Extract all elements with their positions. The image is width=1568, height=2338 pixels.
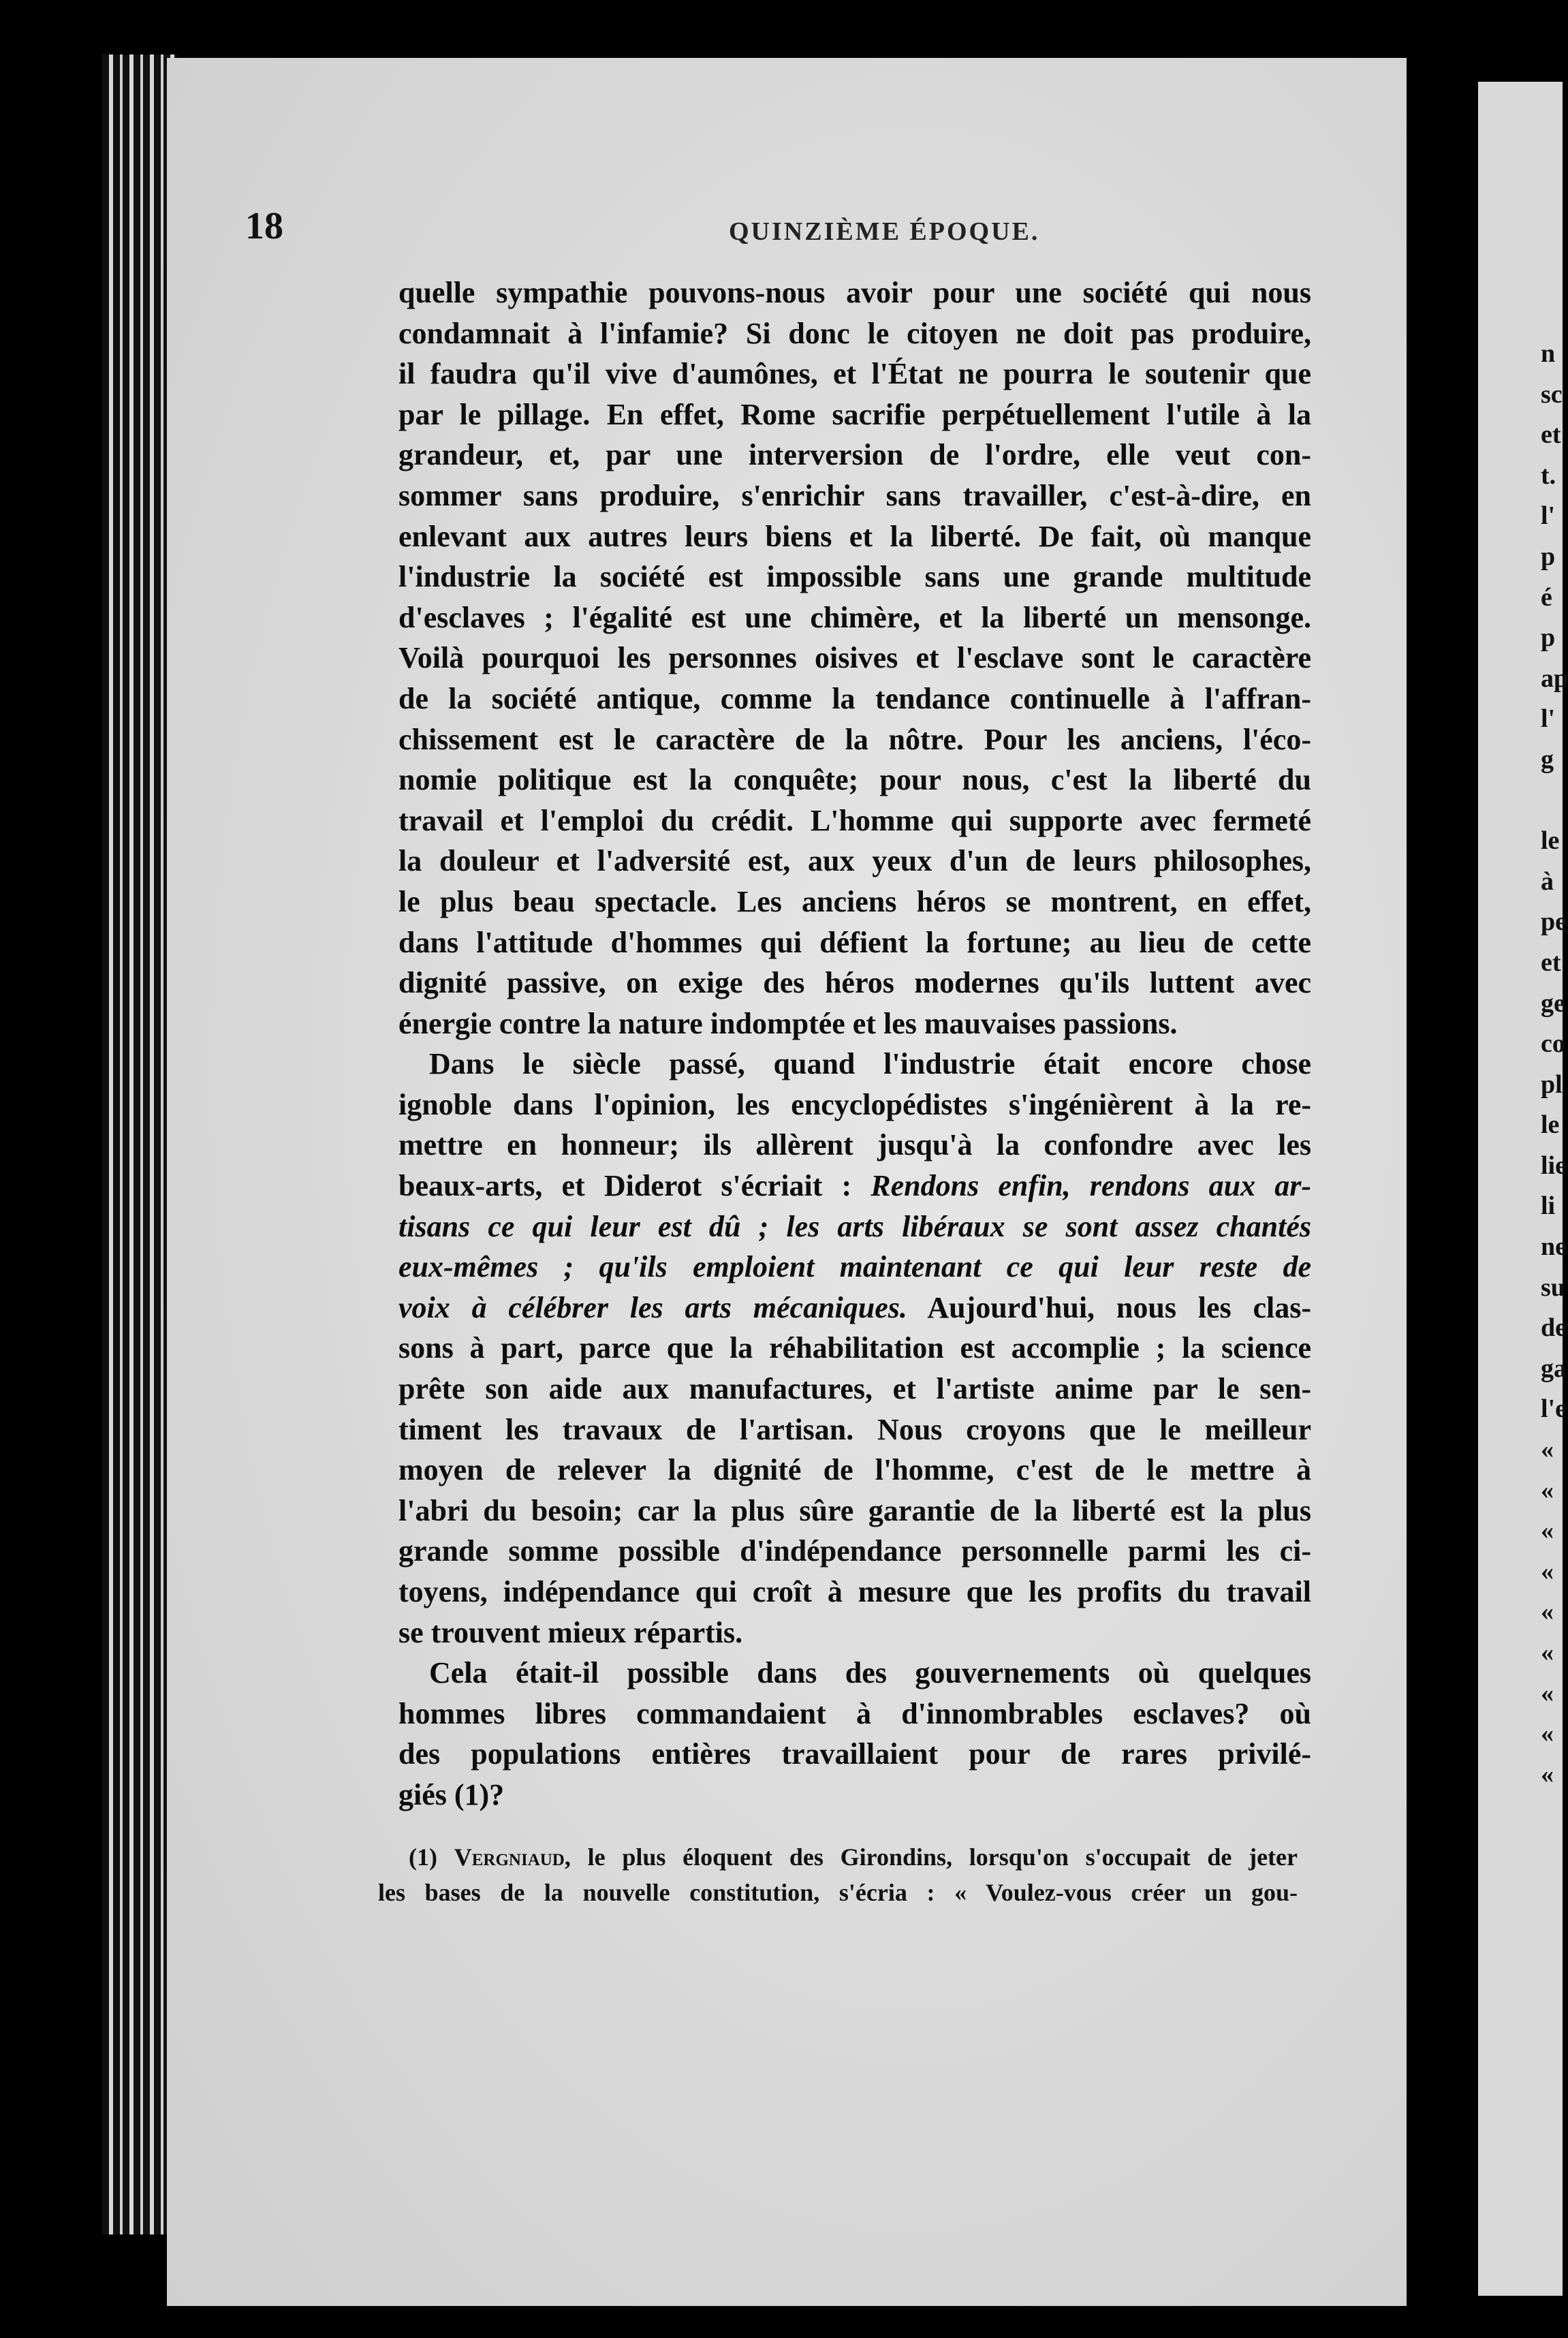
text-run: il faudra qu'il vive d'aumônes, et l'État ne pourra le soutenir que <box>398 357 1311 391</box>
adjacent-fragment: « <box>1541 1597 1554 1627</box>
text-run: giés (1)? <box>398 1777 505 1811</box>
text-line <box>398 516 1311 557</box>
adjacent-fragment: ga <box>1541 1354 1567 1383</box>
adjacent-fragment: ap <box>1541 664 1568 693</box>
text-line <box>398 1247 1311 1288</box>
text-run: beaux-arts, et Diderot s'écriait : <box>398 1169 871 1203</box>
adjacent-fragment: p <box>1541 542 1556 571</box>
italic-run: tisans ce qui leur est dû ; les arts libéraux se sont assez chantés <box>398 1209 1311 1243</box>
adjacent-fragment: sc <box>1541 379 1563 409</box>
adjacent-fragment: « <box>1541 1638 1554 1667</box>
adjacent-fragment: à <box>1541 867 1554 896</box>
text-run: prête son aide aux manufactures, et l'artiste anime par le sen- <box>398 1372 1311 1406</box>
text-run: chissement est le caractère de la nôtre. Pour les anciens, l'éco- <box>398 722 1311 756</box>
text-line <box>398 922 1311 963</box>
adjacent-fragment: « <box>1541 1557 1554 1586</box>
text-line <box>398 1166 1311 1206</box>
adjacent-fragment: « <box>1541 1476 1554 1505</box>
adjacent-fragment: lie <box>1541 1151 1567 1180</box>
text-line <box>398 1572 1311 1612</box>
adjacent-fragment: g <box>1541 745 1554 774</box>
adjacent-fragment: é <box>1541 582 1552 612</box>
text-run: Aujourd'hui, nous les clas- <box>907 1290 1311 1324</box>
text-line <box>398 679 1311 719</box>
running-head: QUINZIÈME ÉPOQUE. <box>729 217 1040 246</box>
text-run: timent les travaux de l'artisan. Nous croyons que le meilleur <box>398 1412 1311 1446</box>
text-run: enlevant aux autres leurs biens et la liberté. De fait, où manque <box>398 519 1311 553</box>
text-run: mettre en honneur; ils allèrent jusqu'à la confondre avec les <box>398 1128 1311 1162</box>
text-run: Dans le siècle passé, quand l'industrie était encore chose <box>429 1047 1311 1081</box>
text-line <box>398 313 1311 354</box>
text-line <box>398 1003 1311 1044</box>
text-line <box>398 354 1311 394</box>
adjacent-fragment: li <box>1541 1191 1556 1221</box>
text-line <box>398 1328 1311 1369</box>
adjacent-fragment: n <box>1541 339 1556 368</box>
text-run: toyens, indépendance qui croît à mesure que les profits du travail <box>398 1575 1311 1608</box>
text-run: l'industrie la société est impossible sans une grande multitude <box>398 560 1311 594</box>
adjacent-fragment: « <box>1541 1760 1554 1789</box>
text-line <box>398 272 1311 313</box>
text-line <box>398 435 1311 476</box>
text-line <box>398 638 1311 679</box>
text-line <box>398 963 1311 1003</box>
text-run: quelle sympathie pouvons-nous avoir pour une société qui nous <box>398 276 1311 309</box>
text-line <box>398 1044 1311 1085</box>
adjacent-fragment: l' <box>1541 501 1556 531</box>
footnote-text: , le plus éloquent des Girondins, lorsqu'on s'occupait de jeter <box>564 1843 1298 1871</box>
text-line <box>398 719 1311 760</box>
adjacent-fragment <box>1541 781 1563 822</box>
text-line <box>398 1085 1311 1125</box>
text-run: condamnait à l'infamie? Si donc le citoyen ne doit pas produire, <box>398 316 1311 350</box>
text-run: dignité passive, on exige des héros modernes qu'ils luttent avec <box>398 966 1311 1000</box>
text-line <box>398 1369 1311 1409</box>
text-line <box>398 1206 1311 1247</box>
text-run: grandeur, et, par une interversion de l'ordre, elle veut con- <box>398 438 1311 472</box>
adjacent-fragment: et <box>1541 948 1561 977</box>
text-line <box>398 1612 1311 1653</box>
italic-run: voix à célébrer les arts mécaniques. <box>398 1290 907 1324</box>
text-run: d'esclaves ; l'égalité est une chimère, et la liberté un mensonge. <box>398 600 1311 634</box>
adjacent-fragment: ge <box>1541 988 1565 1018</box>
text-line <box>398 1450 1311 1491</box>
text-line <box>398 800 1311 841</box>
adjacent-fragment: su <box>1541 1273 1565 1302</box>
body-text <box>398 272 1311 1815</box>
text-line <box>398 841 1311 882</box>
text-line <box>398 597 1311 638</box>
book-binding <box>102 54 177 2234</box>
italic-run: eux-mêmes ; qu'ils emploient maintenant ce qui leur reste de <box>398 1250 1311 1284</box>
footnote-marker: (1) <box>409 1843 454 1871</box>
adjacent-fragment: et <box>1541 420 1561 450</box>
adjacent-fragment: ne <box>1541 1232 1567 1262</box>
text-run: moyen de relever la dignité de l'homme, c'est de le mettre à <box>398 1453 1311 1487</box>
text-run: sons à part, parce que la réhabilitation est accomplie ; la science <box>398 1331 1311 1365</box>
text-run: hommes libres commandaient à d'innombrables esclaves? où <box>398 1696 1311 1730</box>
text-line <box>398 557 1311 597</box>
adjacent-fragment: l' <box>1541 704 1556 734</box>
adjacent-fragment: t. <box>1541 461 1556 490</box>
text-run: l'abri du besoin; car la plus sûre garantie de la liberté est la plus <box>398 1493 1311 1527</box>
text-run: travail et l'emploi du crédit. L'homme qui supporte avec fermeté <box>398 803 1311 837</box>
text-line <box>398 1775 1311 1815</box>
adjacent-fragment: de <box>1541 1313 1567 1343</box>
text-run: nomie politique est la conquête; pour nous, c'est la liberté du <box>398 763 1311 797</box>
footnote-text: les bases de la nouvelle constitution, s'écria : « Voulez-vous créer un gou- <box>378 1879 1298 1906</box>
text-line <box>398 1125 1311 1166</box>
footnote-line <box>378 1875 1298 1910</box>
adjacent-fragment: « <box>1541 1719 1554 1749</box>
page-header <box>245 204 1321 259</box>
text-line <box>398 882 1311 922</box>
adjacent-page-text <box>1541 334 1568 1795</box>
adjacent-fragment: pl <box>1541 1070 1563 1099</box>
text-line <box>398 1288 1311 1328</box>
text-run: des populations entières travaillaient pour de rares privilé- <box>398 1737 1311 1771</box>
adjacent-fragment: « <box>1541 1679 1554 1708</box>
text-line <box>398 476 1311 516</box>
text-run: la douleur et l'adversité est, aux yeux d'un de leurs philosophes, <box>398 844 1311 878</box>
text-line <box>398 760 1311 800</box>
text-line <box>398 1653 1311 1694</box>
text-line <box>398 1694 1311 1734</box>
text-run: le plus beau spectacle. Les anciens héros se montrent, en effet, <box>398 884 1311 918</box>
adjacent-fragment: pe <box>1541 907 1567 937</box>
footnote-line <box>378 1839 1298 1875</box>
italic-run: Rendons enfin, rendons aux ar- <box>871 1169 1311 1203</box>
text-run: par le pillage. En effet, Rome sacrifie perpétuellement l'utile à la <box>398 397 1311 431</box>
text-line <box>398 1491 1311 1531</box>
text-run: dans l'attitude d'hommes qui défient la fortune; au lieu de cette <box>398 925 1311 959</box>
adjacent-fragment: le <box>1541 826 1560 856</box>
adjacent-fragment: « <box>1541 1435 1554 1465</box>
adjacent-fragment: le <box>1541 1110 1560 1140</box>
text-run: se trouvent mieux répartis. <box>398 1615 743 1649</box>
footnotes <box>378 1839 1298 1910</box>
text-run: de la société antique, comme la tendance continuelle à l'affran- <box>398 681 1311 715</box>
text-run: ignoble dans l'opinion, les encyclopédistes s'ingénièrent à la re- <box>398 1087 1311 1121</box>
adjacent-fragment: co <box>1541 1029 1565 1059</box>
adjacent-fragment: « <box>1541 1516 1554 1546</box>
adjacent-fragment: p <box>1541 623 1556 653</box>
text-line <box>398 1531 1311 1572</box>
text-run: Cela était-il possible dans des gouvernements où quelques <box>429 1656 1311 1690</box>
text-line <box>398 394 1311 435</box>
page-number: 18 <box>245 205 283 247</box>
text-run: Voilà pourquoi les personnes oisives et l'esclave sont le caractère <box>398 641 1311 675</box>
adjacent-fragment: l'e <box>1541 1394 1567 1424</box>
footnote-name: Vergniaud <box>454 1843 565 1871</box>
text-run: sommer sans produire, s'enrichir sans travailler, c'est-à-dire, en <box>398 478 1311 512</box>
text-line <box>398 1734 1311 1775</box>
text-run: grande somme possible d'indépendance personnelle parmi les ci- <box>398 1534 1311 1568</box>
text-line <box>398 1409 1311 1450</box>
text-run: énergie contre la nature indomptée et les mauvaises passions. <box>398 1006 1178 1040</box>
